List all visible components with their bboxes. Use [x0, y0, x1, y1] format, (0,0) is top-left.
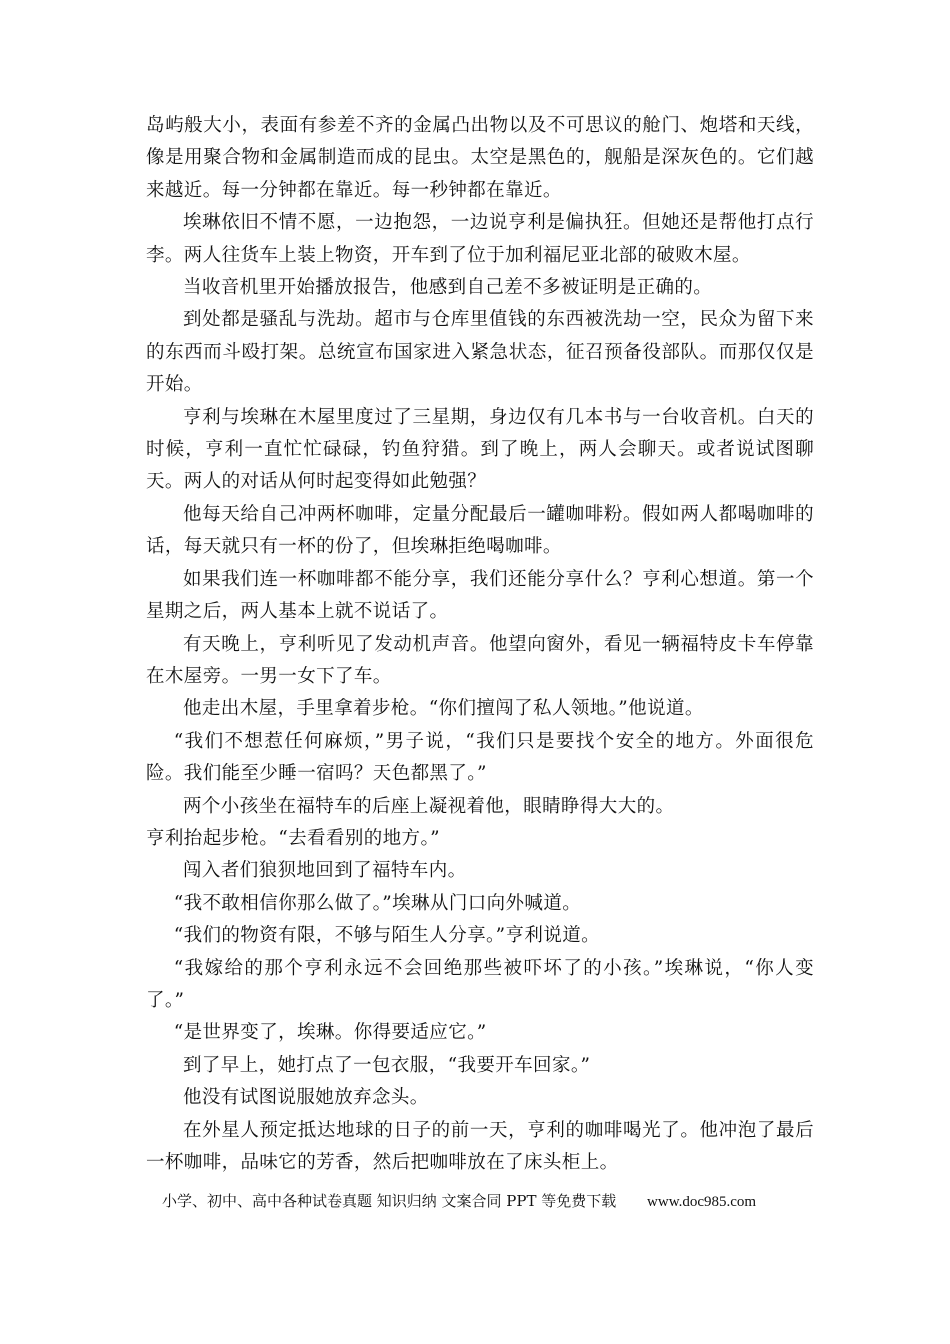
- paragraph: 有天晚上，亨利听见了发动机声音。他望向窗外，看见一辆福特皮卡车停靠在木屋旁。一男一女下了车。: [146, 633, 814, 687]
- paragraph: “我嫁给的那个亨利永远不会回绝那些被吓坏了的小孩。”埃琳说，“你人变了。”: [146, 957, 814, 1011]
- paragraph: 如果我们连一杯咖啡都不能分享，我们还能分享什么？亨利心想道。第一个星期之后，两人基本上就不说话了。: [146, 568, 814, 623]
- paragraph: 他没有试图说服她放弃念头。: [183, 1087, 429, 1109]
- paragraph: 他走出木屋，手里拿着步枪。“你们擅闯了私人领地。”他说道。: [183, 698, 704, 720]
- paragraph: 岛屿般大小，表面有参差不齐的金属凸出物以及不可思议的舱门、炮塔和天线，像是用聚合物和金属制造而成的昆虫。太空是黑色的，舰船是深灰色的。它们越来越近。每一分钟都在靠近。每一秒钟都在靠近。: [146, 115, 814, 201]
- paragraph: “是世界变了，埃琳。你得要适应它。”: [173, 1022, 487, 1044]
- paragraph: 两个小孩坐在福特车的后座上凝视着他，眼睛睁得大大的。: [183, 795, 675, 817]
- paragraph: 亨利抬起步枪。“去看看别的地方。”: [146, 827, 440, 849]
- paragraph: 亨利与埃琳在木屋里度过了三星期，身边仅有几本书与一台收音机。白天的时候，亨利一直忙忙碌碌，钓鱼狩猎。到了晚上，两人会聊天。或者说试图聊天。两人的对话从何时起变得如此勉强？: [146, 406, 814, 493]
- paragraph: 当收音机里开始播放报告，他感到自己差不多被证明是正确的。: [183, 277, 713, 299]
- footer-site-link[interactable]: www.doc985.com: [647, 1194, 757, 1210]
- paragraph: “我们不想惹任何麻烦，”男子说，“我们只是要找个安全的地方。外面很危险。我们能至少睡一宿吗？天色都黑了。”: [146, 730, 814, 785]
- paragraph: “我们的物资有限，不够与陌生人分享。”亨利说道。: [173, 925, 601, 947]
- footer-promo-text: 小学、初中、高中各种试卷真题 知识归纳 文案合同 PPT 等免费下载: [162, 1192, 617, 1210]
- paragraph: 到了早上，她打点了一包衣服，“我要开车回家。”: [183, 1054, 591, 1076]
- paragraph: 埃琳依旧不情不愿，一边抱怨，一边说亨利是偏执狂。但她还是帮他打点行李。两人往货车上装上物资，开车到了位于加利福尼亚北部的破败木屋。: [146, 212, 814, 266]
- paragraph: 闯入者们狼狈地回到了福特车内。: [183, 860, 467, 882]
- paragraph: 在外星人预定抵达地球的日子的前一天，亨利的咖啡喝光了。他冲泡了最后一杯咖啡，品味它的芳香，然后把咖啡放在了床头柜上。: [146, 1119, 814, 1173]
- paragraph: 他每天给自己冲两杯咖啡，定量分配最后一罐咖啡粉。假如两人都喝咖啡的话，每天就只有一杯的份了，但埃琳拒绝喝咖啡。: [146, 503, 814, 558]
- paragraph: 到处都是骚乱与洗劫。超市与仓库里值钱的东西被洗劫一空，民众为留下来的东西而斗殴打架。总统宣布国家进入紧急状态，征召预备役部队。而那仅仅是开始。: [146, 309, 814, 396]
- paragraph: “我不敢相信你那么做了。”埃琳从门口向外喊道。: [173, 892, 582, 914]
- page-footer: [162, 1190, 812, 1213]
- story-body: [146, 110, 814, 1179]
